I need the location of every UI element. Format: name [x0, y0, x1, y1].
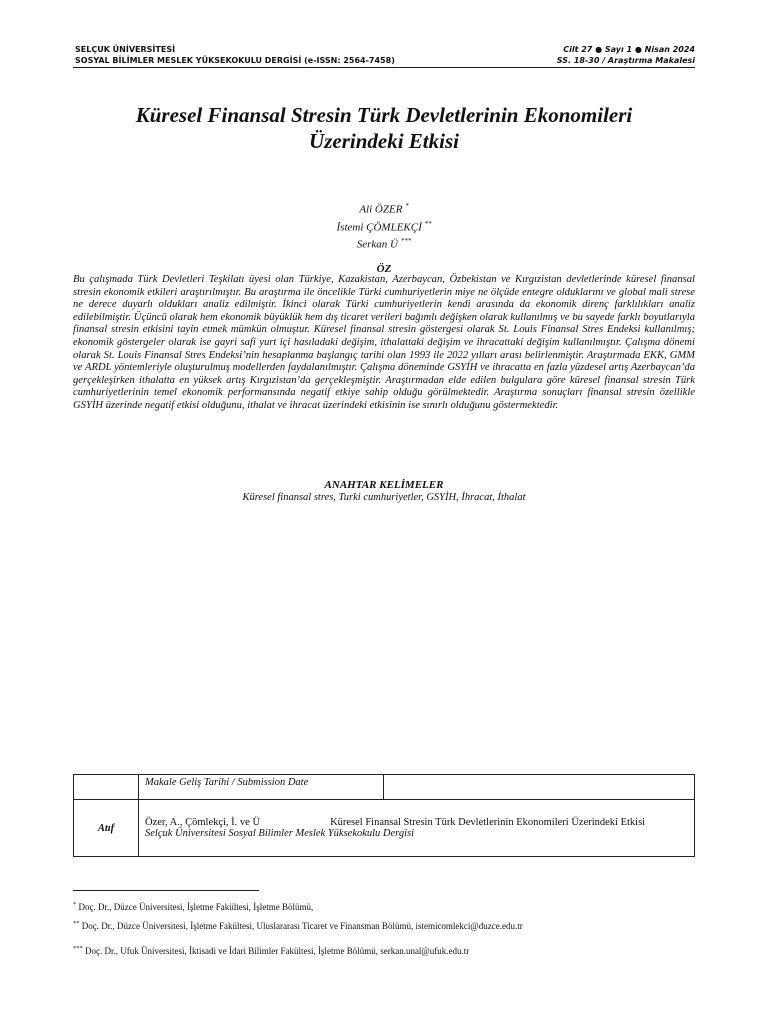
author-3-name: Serkan Ü	[356, 238, 398, 251]
info-row-citation	[74, 800, 695, 857]
title-line-1: Küresel Finansal Stresin Türk Devletlerinin Ekonomileri	[135, 103, 633, 127]
footnote-divider	[73, 890, 259, 891]
info-row-dates	[74, 775, 695, 800]
author-2	[73, 217, 695, 235]
citation-title: Küresel Finansal Stresin Türk Devletlerinin Ekonomileri Üzerindeki Etkisi	[330, 817, 646, 828]
title-line-2: Üzerindeki Etkisi	[309, 129, 459, 153]
author-list	[73, 199, 695, 252]
paper-title	[73, 102, 695, 154]
journal-header-right	[557, 44, 695, 66]
author-2-mark: **	[424, 219, 432, 228]
footnote-1-mark: *	[73, 901, 77, 908]
footnote-2-mark: **	[73, 920, 80, 927]
citation-journal: Selçuk Üniversitesi Sosyal Bilimler Meslek Yüksekokulu Dergisi	[145, 828, 415, 839]
author-3	[73, 234, 695, 252]
author-3-mark: ***	[400, 237, 412, 246]
university-name: SELÇUK ÜNİVERSİTESİ	[75, 45, 176, 54]
footnote-3-mark: ***	[73, 945, 83, 952]
submission-date-label: Makale Geliş Tarihi / Submission Date	[139, 775, 384, 800]
pages-info: SS. 18-30 / Araştırma Makalesi	[556, 56, 695, 65]
journal-name: SOSYAL BİLİMLER MESLEK YÜKSEKOKULU DERGİSİ (e-ISSN: 2564-7458)	[75, 56, 395, 65]
citation-authors: Özer, A., Çömlekçi, İ. ve Ü	[145, 817, 261, 828]
journal-header-left	[75, 44, 395, 66]
submission-date-value	[384, 775, 695, 800]
footnote-1-text: Doç. Dr., Düzce Üniversitesi, İşletme Fakültesi, İşletme Bölümü,	[78, 902, 314, 912]
keywords-heading: ANAHTAR KELİMELER	[324, 479, 444, 491]
footnote-3	[73, 943, 469, 957]
footnote-2	[73, 918, 523, 932]
info-cell-empty	[74, 775, 139, 800]
issue-info: Cilt 27 ● Sayı 1 ● Nisan 2024	[563, 45, 695, 54]
author-1-mark: *	[405, 202, 409, 210]
citation-cell	[139, 800, 695, 857]
citation-line-1	[145, 817, 688, 828]
author-1-name: Ali ÖZER	[359, 203, 403, 216]
author-1	[73, 199, 695, 217]
citation-label: Atıf	[74, 800, 139, 857]
keywords-text: Küresel finansal stres, Turki cumhuriyetler, GSYİH, İhracat, İthalat	[242, 492, 526, 503]
footnote-1	[73, 899, 313, 913]
abstract-text: Bu çalışmada Türk Devletleri Teşkilatı üyesi olan Türkiye, Kazakistan, Azerbaycan, Özbekistan ve Kırgızistan devletlerinde küresel finansal stresin ekonomik etkileri araştırılmıştır. Bu araştırma ile öncelikle Türki cumhuriyetlerin miye ne ölçüde entegre olduklarını ve global mali strese ne derece duyarlı oldukları analiz edilmiştir. İkinci olarak Türki cumhuriyetlerin kendi arasında da ekonomik direnç farklılıkları analiz edilebilmiştir. Üçüncü olarak hem ekonomik büyüklük hem dış ticaret verileri bağımlı değişken olarak kullanılmış ve bu sayede farklı boyutlarıyla finansal stresin etkisini tayin etmek mümkün olmuştur. Küresel finansal stresin göstergesi olarak St. Louis Finansal Stres Endeksi kullanılmış; ekonomik göstergeler olarak ise gayri safi yurt içi hasıladaki değişim, ithalattaki değişim ve ihracattaki değişim kullanılmıştır. Çalışma dönemi olarak St. Louis Finansal Stres Endeksi’nin hesaplanma başlangıç tarihi olan 1993 ile 2022 yılları arası belirlenmiştir. Araştırmada EKK, GMM ve ARDL yöntemleriyle oluşturulmuş modellerden faydalanılmıştır. Çalışma döneminde GSYİH ve ihracatta en fazla yüzdesel artış Azerbaycan’da gerçekleşirken ithalatta en yüksek artış Kırgızistan’da gerçekleşmiştir. Araştırmadan elde edilen bulgulara göre küresel finansal stresin Türk cumhuriyetlerinin temel ekonomik performansında negatif etkiye sahip olduğu görülmektedir. Araştırma sonuçları finansal stresin özellikle GSYİH üzerinde negatif etkisi olduğunu, ithalat ve ihracat üzerindeki etkisinin ise sınırlı olduğunu göstermektedir.	[73, 274, 695, 411]
article-info-table	[73, 774, 695, 857]
author-2-name: İstemi ÇÖMLEKÇİ	[336, 221, 422, 234]
footnote-3-text: Doç. Dr., Ufuk Üniversitesi, İktisadi ve İdari Bilimler Fakültesi, İşletme Bölümü, serkan.unal@ufuk.edu.tr	[85, 946, 470, 956]
header-divider	[73, 67, 695, 68]
footnote-2-text: Doç. Dr., Düzce Üniversitesi, İşletme Fakültesi, Uluslararası Ticaret ve Finansman Bölümü, istemicomlekci@duzce.edu.tr	[81, 921, 523, 931]
abstract-heading: ÖZ	[376, 263, 392, 275]
